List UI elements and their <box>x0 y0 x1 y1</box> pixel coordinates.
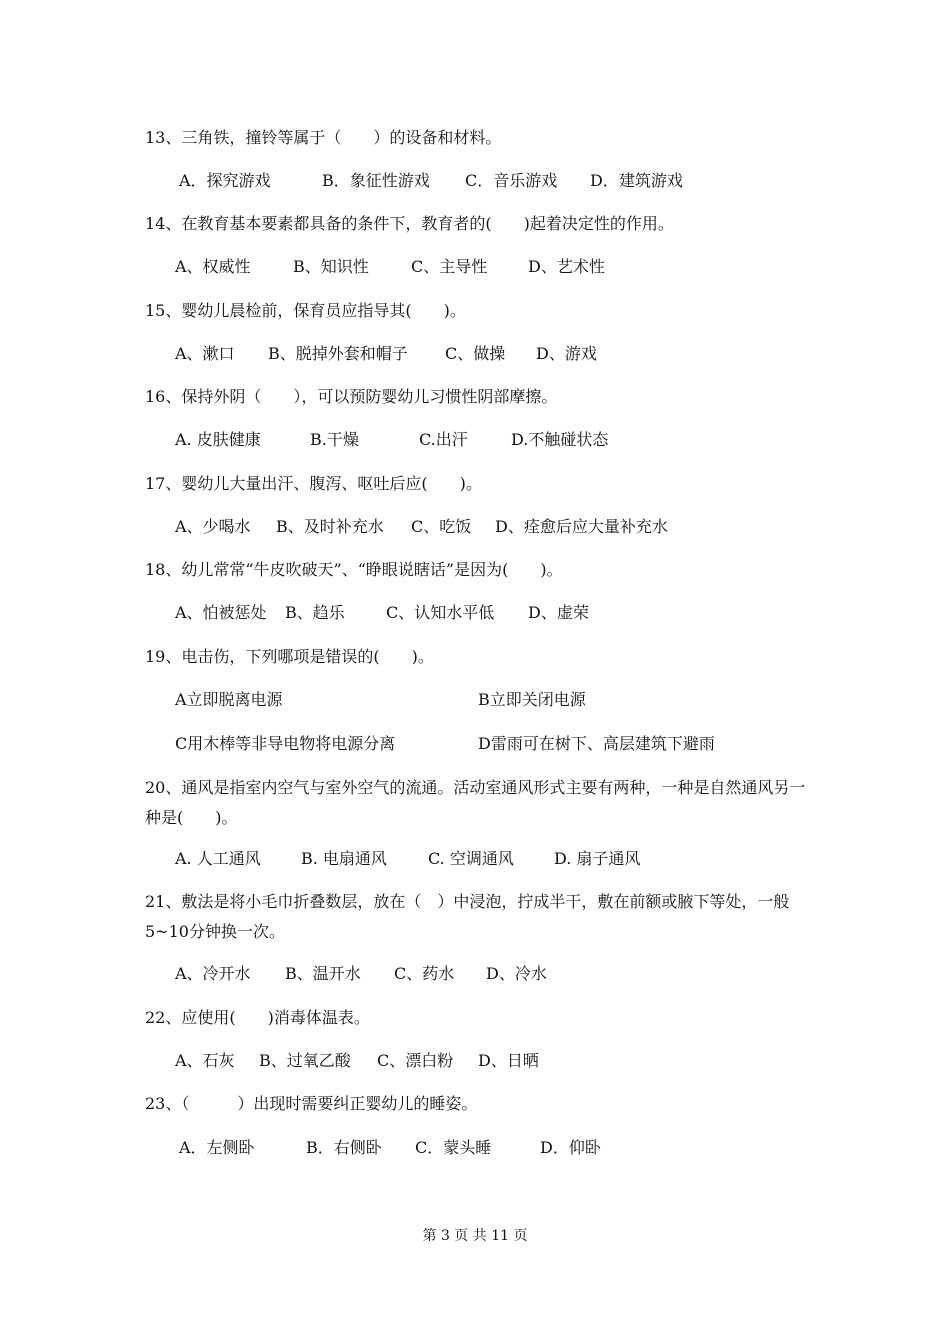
question-23: 23、（ ）出现时需要纠正婴幼儿的睡姿。 <box>145 1094 478 1113</box>
question-13: 13、三角铁，撞铃等属于（ ）的设备和材料。 <box>145 128 502 147</box>
option-18-d: D、虚荣 <box>528 603 589 622</box>
option-13-c: C．音乐游戏 <box>465 171 558 190</box>
option-21-a: A、冷开水 <box>175 964 251 983</box>
option-19-d: D雷雨可在树下、高层建筑下避雨 <box>478 734 715 753</box>
option-15-d: D、游戏 <box>536 344 597 363</box>
option-22-b: B、过氧乙酸 <box>259 1051 351 1070</box>
option-14-b: B、知识性 <box>293 257 369 276</box>
option-15-b: B、脱掉外套和帽子 <box>268 344 408 363</box>
option-14-d: D、艺术性 <box>528 257 605 276</box>
option-21-c: C、药水 <box>394 964 455 983</box>
option-20-b: B. 电扇通风 <box>301 849 387 868</box>
option-23-b: B．右侧卧 <box>306 1138 382 1157</box>
option-17-a: A、少喝水 <box>175 517 251 536</box>
option-15-a: A、漱口 <box>175 344 235 363</box>
question-19: 19、电击伤，下列哪项是错误的( )。 <box>145 647 434 666</box>
option-18-b: B、趋乐 <box>285 603 345 622</box>
option-22-a: A、石灰 <box>175 1051 235 1070</box>
option-20-a: A. 人工通风 <box>175 849 261 868</box>
option-14-c: C、主导性 <box>411 257 488 276</box>
option-20-c: C. 空调通风 <box>428 849 514 868</box>
option-19-a: A立即脱离电源 <box>175 690 283 709</box>
option-14-a: A、权威性 <box>175 257 251 276</box>
option-23-c: C．蒙头睡 <box>415 1138 492 1157</box>
option-13-b: B．象征性游戏 <box>322 171 430 190</box>
question-22: 22、应使用( )消毒体温表。 <box>145 1008 370 1027</box>
option-13-d: D．建筑游戏 <box>590 171 683 190</box>
page-footer: 第 3 页 共 11 页 <box>422 1228 528 1244</box>
option-17-c: C、吃饭 <box>411 517 472 536</box>
question-15: 15、婴幼儿晨检前，保育员应指导其( )。 <box>145 301 466 320</box>
option-22-c: C、漂白粉 <box>377 1051 454 1070</box>
option-18-c: C、认知水平低 <box>386 603 495 622</box>
question-21: 21、敷法是将小毛巾折叠数层，放在（ ）中浸泡，拧成半干，敷在前额或腋下等处，一般5~10分钟换一次。 <box>145 892 790 941</box>
option-21-d: D、冷水 <box>486 964 547 983</box>
option-20-d: D. 扇子通风 <box>554 849 641 868</box>
option-18-a: A、怕被惩处 <box>175 603 267 622</box>
option-16-d: D.不触碰状态 <box>511 430 609 449</box>
option-21-b: B、温开水 <box>285 964 361 983</box>
question-18: 18、幼儿常常“牛皮吹破天”、“睁眼说瞎话”是因为( )。 <box>145 560 563 579</box>
option-15-c: C、做操 <box>445 344 506 363</box>
option-19-c: C用木棒等非导电物将电源分离 <box>175 734 396 753</box>
option-13-a: A．探究游戏 <box>179 171 271 190</box>
question-20: 20、通风是指室内空气与室外空气的流通。活动室通风形式主要有两种，一种是自然通风另一种是( )。 <box>145 778 806 827</box>
option-22-d: D、日晒 <box>478 1051 539 1070</box>
option-17-d: D、痊愈后应大量补充水 <box>495 517 668 536</box>
question-17: 17、婴幼儿大量出汗、腹泻、呕吐后应( )。 <box>145 474 482 493</box>
question-14: 14、在教育基本要素都具备的条件下，教育者的( )起着决定性的作用。 <box>145 214 674 233</box>
option-17-b: B、及时补充水 <box>276 517 384 536</box>
option-16-a: A. 皮肤健康 <box>175 430 261 449</box>
option-23-a: A．左侧卧 <box>179 1138 255 1157</box>
question-16: 16、保持外阴（ ），可以预防婴幼儿习惯性阴部摩擦。 <box>145 387 558 406</box>
option-19-b: B立即关闭电源 <box>478 690 586 709</box>
option-16-b: B.干燥 <box>310 430 359 449</box>
option-23-d: D．仰卧 <box>540 1138 601 1157</box>
option-16-c: C.出汗 <box>419 430 468 449</box>
